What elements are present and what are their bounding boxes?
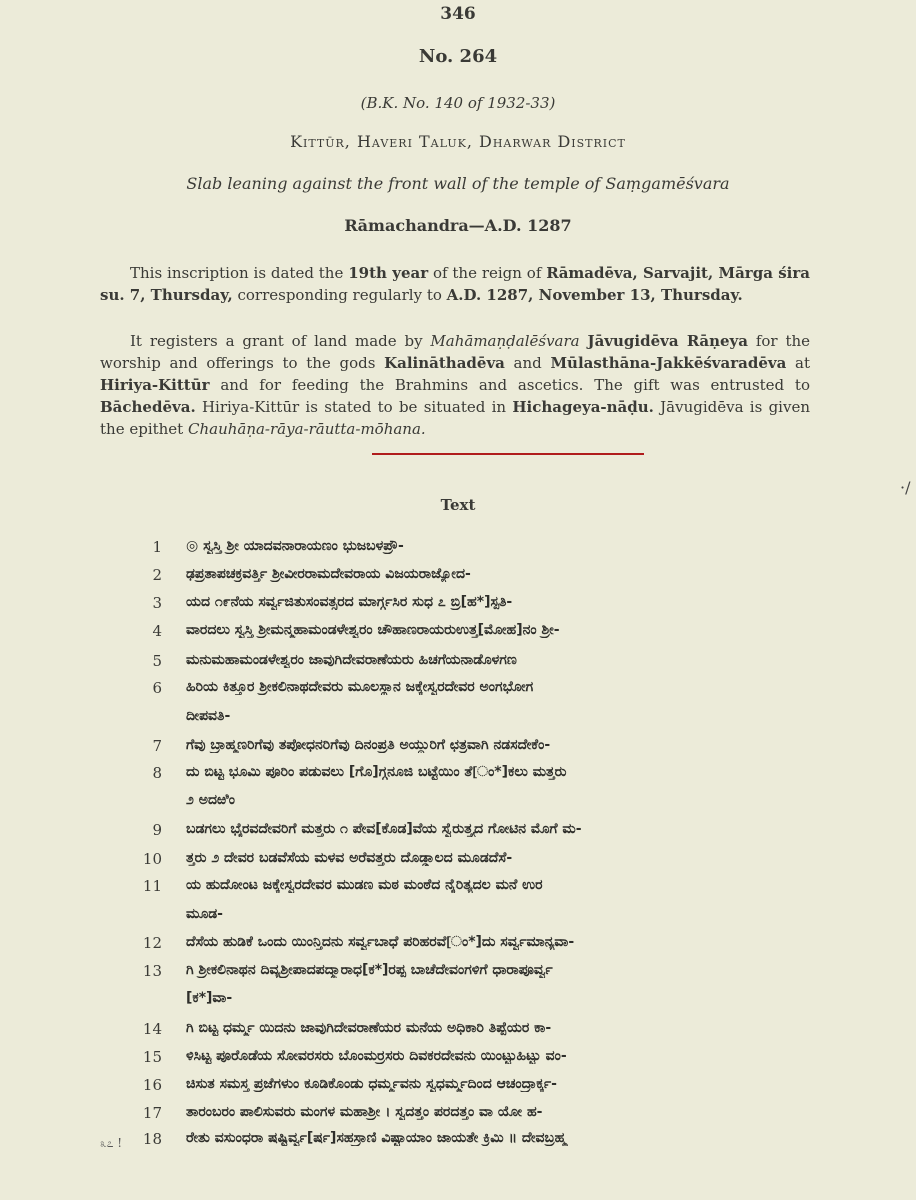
para2-text: Hiriya-Kittūr is stated to be situated in	[195, 398, 513, 416]
para2-title: Mahāmaṇḍalēśvara	[430, 332, 580, 350]
summary-paragraph-grant	[100, 330, 810, 440]
kannada-text: ಯದ ೧೯ನೆಯ ಸರ್ವ್ವಜಿತುಸಂವತ್ಸರದ ಮಾರ್ಗ್ಗಸಿರ ಸುಧ ೭ ಬ್ರಿ[ಹ*]ಸ್ಪತಿ-	[186, 594, 513, 610]
kannada-text: ಗೆವು ಬ್ರಾಹ್ಮಣರಿಗೆವು ತಪೋಧನರಿಗೆವು ದಿನಂಪ್ರತಿ ಅಯ್ದುರಿಗೆ ಛತ್ರವಾಗಿ ನಡಸದೇಕೆಂ-	[186, 737, 551, 753]
para1-ad-date: A.D. 1287, November 13, Thursday.	[446, 286, 743, 304]
kannada-text: ದೀಪವತಿ-	[186, 708, 231, 724]
kannada-text: ಳಿಸಿಟ್ಟ ಪೂರೊಡೆಯ ಸೋವರಸರು ಬೊಂಮರ್ರಸರು ದಿವಕರದೇವನು ಯಿಂಟ್ಟುಹಿಟ್ಟು ವಂ-	[186, 1048, 567, 1064]
inscription-line	[0, 1020, 916, 1050]
kannada-text: ಹಿರಿಯ ಕಿತ್ತೂರ ಶ್ರೀಕಲಿನಾಥದೇವರು ಮೂಲಸ್ಥಾನ ಜಕ್ಕೇಸ್ವರದೇವರ ಅಂಗಭೋಗ	[186, 679, 534, 695]
kannada-text: ರೇತು ವಸುಂಧರಾ ಷಷ್ಟಿರ್ವ್ವ[ರ್ಷ]ಸಹಸ್ರಾಣಿ ವಿಷ್ಟಾಯಾಂ ಜಾಯತೇ ಕ್ರಿಮಿ ॥ ದೇವಬ್ರಹ್ಮ	[186, 1130, 567, 1146]
para1-text: of the reign of	[428, 264, 547, 282]
line-number: 5	[152, 652, 162, 670]
inscription-line	[0, 1076, 916, 1106]
inscription-line	[0, 652, 916, 682]
inscription-line	[0, 737, 916, 767]
inscription-line	[0, 990, 916, 1020]
kannada-text: ಯ ಹುದೋಂಟ ಜಕ್ಕೇಸ್ವರದೇವರ ಮುಡಣ ಮಠ ಮಂಠೆದ ನೈರಿತ್ಯದಲ ಮನೆ ಉರ	[186, 877, 543, 893]
record-number: No. 264	[418, 46, 498, 67]
line-number: 16	[142, 1076, 162, 1094]
line-number: 4	[152, 622, 162, 640]
inscription-line	[0, 594, 916, 624]
inscription-line	[0, 708, 916, 738]
kannada-text: ೨ ಅದಱಿಂ	[186, 792, 235, 808]
inscription-line	[0, 538, 916, 568]
bk-number: (B.K. No. 140 of 1932-33)	[360, 94, 556, 112]
para1-text: corresponding regularly to	[232, 286, 447, 304]
para1-date: Rāmadēva, Sarvajit, Mārga śira su. 7, Thursday,	[100, 264, 810, 304]
inscription-line	[0, 1048, 916, 1078]
para2-place: Hiriya-Kittūr	[100, 376, 210, 394]
para2-epithet: Chauhāṇa-rāya-rāutta-mōhana.	[187, 420, 426, 438]
para2-god-2: Mūlasthāna-Jakkēśvaradēva	[550, 354, 787, 372]
para2-text: at	[786, 354, 810, 372]
inscription-line	[0, 877, 916, 907]
inscription-line	[0, 934, 916, 964]
inscription-line	[0, 962, 916, 992]
inscription-line	[0, 850, 916, 880]
para2-text: It registers a grant of land made by	[130, 332, 431, 350]
para2-donor: Jāvugidēva Rāṇeya	[587, 332, 748, 350]
summary-paragraph-dating	[100, 262, 810, 306]
line-number: 10	[142, 850, 162, 868]
kannada-text: ದೆಸೆಯ ಹುಡಿಕೆ ಒಂದು ಯಿಂನ್ತಿದನು ಸರ್ವ್ವಬಾಧೆ ಪರಿಹರವೆ[ಂ*]ದು ಸರ್ವ್ವಮಾನ್ಯವಾ-	[186, 934, 575, 950]
line-number: 17	[142, 1104, 162, 1122]
line-number: 9	[152, 821, 162, 839]
inscription-line	[0, 821, 916, 851]
para2-district: Hichageya-nāḍu.	[512, 398, 654, 416]
line-number: 7	[152, 737, 162, 755]
line-number: 2	[152, 566, 162, 584]
edge-mark: ·/	[900, 478, 911, 497]
para2-text: Jāvugidēva is given the epithet	[100, 398, 810, 438]
line-number: 1	[152, 538, 162, 556]
line-number: 11	[142, 877, 162, 895]
line-number: 3	[152, 594, 162, 612]
kannada-text: ◎ ಸ್ವಸ್ತಿ ಶ್ರೀ ಯಾದವನಾರಾಯಣಂ ಭುಜಬಳಪ್ರೌ-	[186, 538, 404, 554]
inscription-line	[0, 622, 916, 652]
para2-trustee: Bāchedēva.	[100, 398, 196, 416]
para1-regnal-year: 19th year	[348, 264, 429, 282]
kannada-text: ತಾರಂಬರಂ ಪಾಲಿಸುವರು ಮಂಗಳ ಮಹಾಶ್ರೀ । ಸ್ವದತ್ತಂ ಪರದತ್ತಂ ವಾ ಯೋ ಹ-	[186, 1104, 543, 1120]
kannada-text: [ಕ*]ವಾ-	[186, 990, 233, 1006]
line-number: 15	[142, 1048, 162, 1066]
kannada-text: ದು ಬಿಟ್ಟ ಭೂಮಿ ಪೂರಿಂ ಪಡುವಲು [ಗೊ]ಗ್ಗನೂಜಿ ಬಟ್ಟೆಯಿಂ ತೆ[ಂ*]ಕಲು ಮತ್ತರು	[186, 764, 567, 780]
kannada-text: ಮನುಮಹಾಮಂಡಳೇಶ್ವರಂ ಜಾವುಗಿದೇವರಾಣೆಯರು ಹಿಚಗೆಯನಾಡೊಳಗಣ	[186, 652, 517, 668]
page-number: 346	[440, 4, 476, 24]
kannada-text: ವಾರದಲು ಸ್ವಸ್ತಿ ಶ್ರೀಮನ್ಮಹಾಮಂಡಳೇಶ್ವರಂ ಚೌಹಾಣರಾಯರುಉತ್ತ[ಮೋಹ]ನಂ ಶ್ರೀ-	[186, 622, 560, 638]
inscription-line	[0, 792, 916, 822]
line-number: 13	[142, 962, 162, 980]
kannada-text: ಗಿ ಬಿಟ್ಟ ಧರ್ಮ್ಮ ಯಿದನು ಜಾವುಗಿದೇವರಾಣೆಯರ ಮನೆಯ ಅಧಿಕಾರಿ ತಿಪ್ಪೆಯರ ಕಾ-	[186, 1020, 552, 1036]
location-line: Kittūr, Haveri Taluk, Dharwar District	[290, 132, 626, 151]
era-line: Rāmachandra—A.D. 1287	[344, 216, 572, 235]
inscription-line	[0, 679, 916, 709]
inscription-line	[0, 764, 916, 794]
line-number: 6	[152, 679, 162, 697]
epithet-underline-mark	[372, 453, 644, 455]
para2-text: for the worship and offerings to the gods	[100, 332, 811, 372]
para1-text: This inscription is dated the	[130, 264, 349, 282]
para2-text: and	[504, 354, 551, 372]
line-number: 8	[152, 764, 162, 782]
line-number: 14	[142, 1020, 162, 1038]
line-number: 18	[142, 1130, 162, 1148]
kannada-text: ಢಪ್ರತಾಪಚಕ್ರವರ್ತ್ತಿ ಶ್ರೀವೀರರಾಮದೇವರಾಯ ವಿಜಯರಾಜ್ಯೋದ-	[186, 566, 471, 582]
line-number: 12	[142, 934, 162, 952]
para2-text: and for feeding the Brahmins and ascetics. The gift was entrusted to	[209, 376, 810, 394]
para2-god-1: Kalināthadēva	[384, 354, 505, 372]
slab-description: Slab leaning against the front wall of the temple of Saṃgamēśvara	[186, 174, 730, 193]
kannada-text: ಚಿಸುತ ಸಮಸ್ತ ಪ್ರಜೆಗಳುಂ ಕೂಡಿಕೊಂಡು ಧರ್ಮ್ಮವನು ಸ್ವಧರ್ಮ್ಮದಿಂದ ಆಚಂದ್ರಾರ್ಕ್ಕ-	[186, 1076, 557, 1092]
text-heading: Text	[440, 496, 476, 514]
inscription-line	[0, 566, 916, 596]
inscription-line	[0, 906, 916, 936]
margin-note: ೩೭ !	[100, 1136, 123, 1150]
kannada-text: ಮೂಡ-	[186, 906, 223, 922]
inscription-line	[0, 1130, 916, 1160]
kannada-text: ಗಿ ಶ್ರೀಕಲಿನಾಥನ ದಿವ್ಯಶ್ರೀಪಾದಪದ್ಮಾರಾಧ[ಕ*]ರಪ್ಪ ಬಾಚೆದೇವಂಗಳಿಗೆ ಧಾರಾಪೂರ್ವ್ವ	[186, 962, 553, 978]
kannada-text: ತ್ತರು ೨ ದೇವರ ಬಡವೆಸೆಯ ಮಳವ ಅರೆವತ್ತರು ದೊಡ್ಡಾಲದ ಮೂಡದೆಸೆ-	[186, 850, 513, 866]
kannada-text: ಬಡಗಲು ಭೈರವದೇವರಿಗೆ ಮತ್ತರು ೧ ಪೇವ[ಕೊಡ]ವೆಯ ಸ್ವೆರುತ್ತ್ಯದ ಗೋಟಿನ ಮೊಗೆ ಮ-	[186, 821, 582, 837]
